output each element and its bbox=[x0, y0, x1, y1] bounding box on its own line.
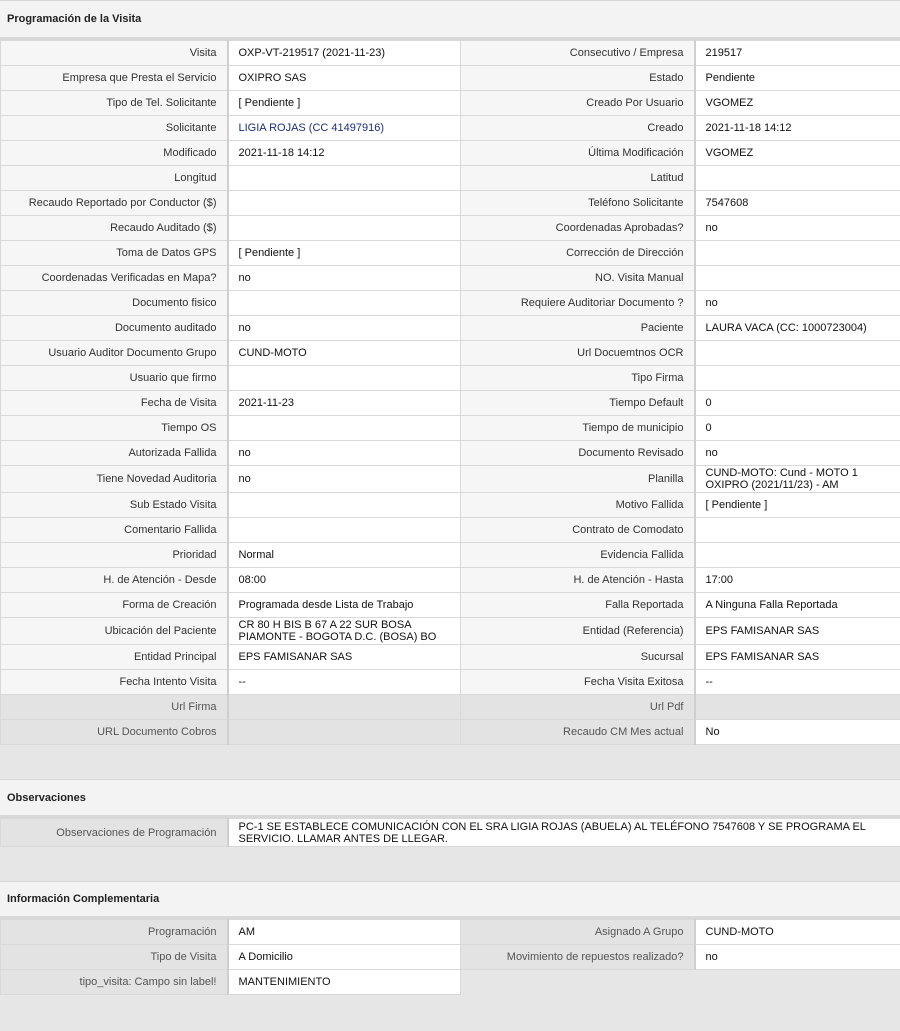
label-contrato-de-comodato: Contrato de Comodato bbox=[461, 518, 695, 543]
label-recaudo-reportado-por-conductor: Recaudo Reportado por Conductor ($) bbox=[1, 191, 228, 216]
label-visita: Visita bbox=[1, 41, 228, 66]
value-tiempo-os bbox=[228, 416, 461, 441]
field-row bbox=[1, 166, 900, 191]
label-estado: Estado bbox=[461, 66, 695, 91]
value-fecha-intento-visita: -- bbox=[228, 670, 461, 695]
value-documento-revisado: no bbox=[695, 441, 900, 466]
label-ultima-modificacion: Última Modificación bbox=[461, 141, 695, 166]
value-autorizada-fallida: no bbox=[228, 441, 461, 466]
value-comentario-fallida bbox=[228, 518, 461, 543]
value-motivo-fallida: [ Pendiente ] bbox=[695, 493, 900, 518]
value-modificado: 2021-11-18 14:12 bbox=[228, 141, 461, 166]
value-visita: OXP-VT-219517 (2021-11-23) bbox=[228, 41, 461, 66]
field-row bbox=[1, 266, 900, 291]
label-modificado: Modificado bbox=[1, 141, 228, 166]
field-row bbox=[1, 341, 900, 366]
label-tipo-firma: Tipo Firma bbox=[461, 366, 695, 391]
value-ubicacion-del-paciente: CR 80 H BIS B 67 A 22 SUR BOSA PIAMONTE - BOGOTA D.C. (BOSA) BO bbox=[228, 618, 461, 645]
label-h-de-atencion-hasta: H. de Atención - Hasta bbox=[461, 568, 695, 593]
programacion-table bbox=[0, 40, 900, 745]
value-asignado-a-grupo: CUND-MOTO bbox=[695, 920, 900, 945]
value-contrato-de-comodato bbox=[695, 518, 900, 543]
value-recaudo-reportado-por-conductor bbox=[228, 191, 461, 216]
field-row bbox=[1, 316, 900, 341]
value-sub-estado-visita bbox=[228, 493, 461, 518]
label-falla-reportada: Falla Reportada bbox=[461, 593, 695, 618]
value-tiempo-default: 0 bbox=[695, 391, 900, 416]
complementaria-row bbox=[1, 970, 900, 995]
label-tiempo-os: Tiempo OS bbox=[1, 416, 228, 441]
label-url-docuemtnos-ocr: Url Docuemtnos OCR bbox=[461, 341, 695, 366]
label-latitud: Latitud bbox=[461, 166, 695, 191]
value-coordenadas-aprobadas: no bbox=[695, 216, 900, 241]
field-row bbox=[1, 645, 900, 670]
label-correccion-de-direccion: Corrección de Dirección bbox=[461, 241, 695, 266]
value-h-de-atencion-hasta: 17:00 bbox=[695, 568, 900, 593]
observaciones-row bbox=[1, 819, 900, 847]
value-recaudo-auditado bbox=[228, 216, 461, 241]
field-row bbox=[1, 216, 900, 241]
label-tiempo-default: Tiempo Default bbox=[461, 391, 695, 416]
label-creado: Creado bbox=[461, 116, 695, 141]
value-documento-fisico bbox=[228, 291, 461, 316]
section-gap bbox=[0, 847, 900, 881]
label-programacion: Programación bbox=[1, 920, 228, 945]
field-row bbox=[1, 91, 900, 116]
field-row bbox=[1, 568, 900, 593]
value-coordenadas-verificadas-en-mapa: no bbox=[228, 266, 461, 291]
label-no-visita-manual: NO. Visita Manual bbox=[461, 266, 695, 291]
value-requiere-auditoriar-documento: no bbox=[695, 291, 900, 316]
value-paciente: LAURA VACA (CC: 1000723004) bbox=[695, 316, 900, 341]
field-row bbox=[1, 593, 900, 618]
value-tiene-novedad-auditoria: no bbox=[228, 466, 461, 493]
value-movimiento-de-repuestos-realizado: no bbox=[695, 945, 900, 970]
label-longitud: Longitud bbox=[1, 166, 228, 191]
label-documento-revisado: Documento Revisado bbox=[461, 441, 695, 466]
value-usuario-que-firmo bbox=[228, 366, 461, 391]
label-recaudo-auditado: Recaudo Auditado ($) bbox=[1, 216, 228, 241]
label-usuario-que-firmo: Usuario que firmo bbox=[1, 366, 228, 391]
value-h-de-atencion-desde: 08:00 bbox=[228, 568, 461, 593]
field-row bbox=[1, 441, 900, 466]
field-row bbox=[1, 543, 900, 568]
field-row bbox=[1, 416, 900, 441]
label-requiere-auditoriar-documento: Requiere Auditoriar Documento ? bbox=[461, 291, 695, 316]
label-coordenadas-aprobadas: Coordenadas Aprobadas? bbox=[461, 216, 695, 241]
field-row bbox=[1, 466, 900, 493]
label-h-de-atencion-desde: H. de Atención - Desde bbox=[1, 568, 228, 593]
field-row bbox=[1, 493, 900, 518]
label-fecha-de-visita: Fecha de Visita bbox=[1, 391, 228, 416]
value-documento-auditado: no bbox=[228, 316, 461, 341]
field-row bbox=[1, 66, 900, 91]
value-url-pdf bbox=[695, 695, 900, 720]
value-ultima-modificacion: VGOMEZ bbox=[695, 141, 900, 166]
programacion-header: Programación de la Visita bbox=[0, 0, 900, 40]
value-consecutivo-empresa: 219517 bbox=[695, 41, 900, 66]
value-planilla: CUND-MOTO: Cund - MOTO 1 OXIPRO (2021/11/23) - AM bbox=[695, 466, 900, 493]
label-creado-por-usuario: Creado Por Usuario bbox=[461, 91, 695, 116]
label-solicitante: Solicitante bbox=[1, 116, 228, 141]
value-programacion: AM bbox=[228, 920, 461, 945]
observaciones-value: PC-1 SE ESTABLECE COMUNICACIÓN CON EL SRA LIGIA ROJAS (ABUELA) AL TELÉFONO 7547608 Y SE PROGRAMA EL SERVICIO. LLAMAR ANTES DE LLEGAR. bbox=[228, 819, 900, 847]
value-empresa-que-presta-el-servicio: OXIPRO SAS bbox=[228, 66, 461, 91]
label-sucursal: Sucursal bbox=[461, 645, 695, 670]
field-row bbox=[1, 241, 900, 266]
field-row bbox=[1, 720, 900, 745]
label-paciente: Paciente bbox=[461, 316, 695, 341]
value-recaudo-cm-mes-actual: No bbox=[695, 720, 900, 745]
field-row bbox=[1, 618, 900, 645]
value-telefono-solicitante: 7547608 bbox=[695, 191, 900, 216]
value-usuario-auditor-documento-grupo: CUND-MOTO bbox=[228, 341, 461, 366]
field-row bbox=[1, 116, 900, 141]
complementaria-header: Información Complementaria bbox=[0, 881, 900, 919]
label-url-documento-cobros: URL Documento Cobros bbox=[1, 720, 228, 745]
label-url-pdf: Url Pdf bbox=[461, 695, 695, 720]
field-row bbox=[1, 518, 900, 543]
label-tipo-de-tel-solicitante: Tipo de Tel. Solicitante bbox=[1, 91, 228, 116]
value-latitud bbox=[695, 166, 900, 191]
value-evidencia-fallida bbox=[695, 543, 900, 568]
value-toma-de-datos-gps: [ Pendiente ] bbox=[228, 241, 461, 266]
label-documento-fisico: Documento fisico bbox=[1, 291, 228, 316]
value-tipo-de-visita: A Domicilio bbox=[228, 945, 461, 970]
label-sub-estado-visita: Sub Estado Visita bbox=[1, 493, 228, 518]
label-movimiento-de-repuestos-realizado: Movimiento de repuestos realizado? bbox=[461, 945, 695, 970]
field-row bbox=[1, 191, 900, 216]
label-consecutivo-empresa: Consecutivo / Empresa bbox=[461, 41, 695, 66]
observaciones-header: Observaciones bbox=[0, 779, 900, 818]
complementaria-table bbox=[0, 919, 900, 995]
value-sucursal: EPS FAMISANAR SAS bbox=[695, 645, 900, 670]
label-comentario-fallida: Comentario Fallida bbox=[1, 518, 228, 543]
label-documento-auditado: Documento auditado bbox=[1, 316, 228, 341]
label-coordenadas-verificadas-en-mapa: Coordenadas Verificadas en Mapa? bbox=[1, 266, 228, 291]
label-motivo-fallida: Motivo Fallida bbox=[461, 493, 695, 518]
value-falla-reportada: A Ninguna Falla Reportada bbox=[695, 593, 900, 618]
label-recaudo-cm-mes-actual: Recaudo CM Mes actual bbox=[461, 720, 695, 745]
value-tipo-visita-campo-sin-label: MANTENIMIENTO bbox=[228, 970, 461, 995]
observaciones-table bbox=[0, 818, 900, 847]
value-creado-por-usuario: VGOMEZ bbox=[695, 91, 900, 116]
label-fecha-visita-exitosa: Fecha Visita Exitosa bbox=[461, 670, 695, 695]
label-tiempo-de-municipio: Tiempo de municipio bbox=[461, 416, 695, 441]
label-entidad-referencia: Entidad (Referencia) bbox=[461, 618, 695, 645]
value-estado: Pendiente bbox=[695, 66, 900, 91]
label-forma-de-creacion: Forma de Creación bbox=[1, 593, 228, 618]
value-entidad-principal: EPS FAMISANAR SAS bbox=[228, 645, 461, 670]
observaciones-label: Observaciones de Programación bbox=[1, 819, 228, 847]
value-solicitante: LIGIA ROJAS (CC 41497916) bbox=[228, 116, 461, 141]
empty-cell bbox=[461, 970, 900, 995]
value-tipo-de-tel-solicitante: [ Pendiente ] bbox=[228, 91, 461, 116]
label-fecha-intento-visita: Fecha Intento Visita bbox=[1, 670, 228, 695]
complementaria-row bbox=[1, 920, 900, 945]
value-tipo-firma bbox=[695, 366, 900, 391]
value-correccion-de-direccion bbox=[695, 241, 900, 266]
label-autorizada-fallida: Autorizada Fallida bbox=[1, 441, 228, 466]
field-row bbox=[1, 141, 900, 166]
value-fecha-de-visita: 2021-11-23 bbox=[228, 391, 461, 416]
field-row bbox=[1, 391, 900, 416]
field-row bbox=[1, 291, 900, 316]
value-entidad-referencia: EPS FAMISANAR SAS bbox=[695, 618, 900, 645]
label-toma-de-datos-gps: Toma de Datos GPS bbox=[1, 241, 228, 266]
field-row bbox=[1, 695, 900, 720]
value-url-documento-cobros bbox=[228, 720, 461, 745]
field-row bbox=[1, 366, 900, 391]
label-ubicacion-del-paciente: Ubicación del Paciente bbox=[1, 618, 228, 645]
value-url-docuemtnos-ocr bbox=[695, 341, 900, 366]
complementaria-row bbox=[1, 945, 900, 970]
value-longitud bbox=[228, 166, 461, 191]
field-row bbox=[1, 41, 900, 66]
label-telefono-solicitante: Teléfono Solicitante bbox=[461, 191, 695, 216]
value-url-firma bbox=[228, 695, 461, 720]
value-tiempo-de-municipio: 0 bbox=[695, 416, 900, 441]
section-gap bbox=[0, 745, 900, 779]
value-fecha-visita-exitosa: -- bbox=[695, 670, 900, 695]
label-prioridad: Prioridad bbox=[1, 543, 228, 568]
label-tiene-novedad-auditoria: Tiene Novedad Auditoria bbox=[1, 466, 228, 493]
label-usuario-auditor-documento-grupo: Usuario Auditor Documento Grupo bbox=[1, 341, 228, 366]
label-tipo-de-visita: Tipo de Visita bbox=[1, 945, 228, 970]
value-forma-de-creacion: Programada desde Lista de Trabajo bbox=[228, 593, 461, 618]
label-planilla: Planilla bbox=[461, 466, 695, 493]
label-entidad-principal: Entidad Principal bbox=[1, 645, 228, 670]
label-asignado-a-grupo: Asignado A Grupo bbox=[461, 920, 695, 945]
value-prioridad: Normal bbox=[228, 543, 461, 568]
label-empresa-que-presta-el-servicio: Empresa que Presta el Servicio bbox=[1, 66, 228, 91]
field-row bbox=[1, 670, 900, 695]
value-creado: 2021-11-18 14:12 bbox=[695, 116, 900, 141]
value-no-visita-manual bbox=[695, 266, 900, 291]
label-url-firma: Url Firma bbox=[1, 695, 228, 720]
label-tipo-visita-campo-sin-label: tipo_visita: Campo sin label! bbox=[1, 970, 228, 995]
label-evidencia-fallida: Evidencia Fallida bbox=[461, 543, 695, 568]
